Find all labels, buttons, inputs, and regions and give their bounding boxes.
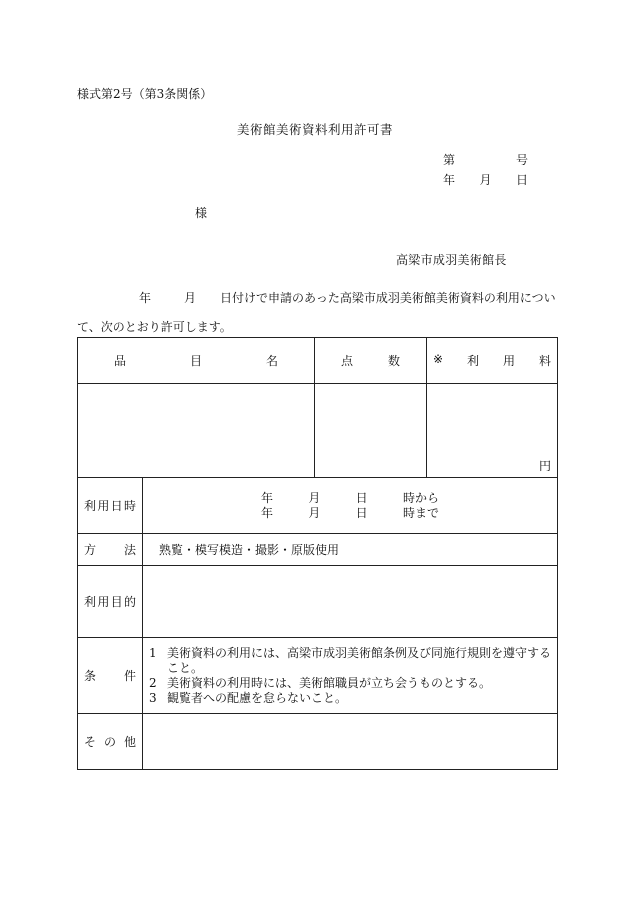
body-month-label: 月 [184,291,197,305]
item-entry-row [78,384,558,478]
method-value[interactable]: 熟覧・模写模造・撮影・原版使用 [143,534,558,566]
method-row [78,534,558,566]
addressee-suffix: 様 [195,206,208,220]
number-suffix: 号 [515,153,528,167]
issue-month-label: 月 [479,173,492,187]
usage-start-line: 年 月 日 時から [261,490,439,505]
document-title: 美術館美術資料利用許可書 [236,122,393,137]
purpose-field[interactable] [143,566,558,638]
usage-datetime-label: 利 用 日 時 [78,478,143,534]
issue-year-label: 年 [443,173,456,187]
conditions-list-cell [143,638,558,714]
conditions-list [143,646,557,706]
fee-header: ※ 利 用 料 [427,338,558,384]
body-year-label: 年 [139,291,152,305]
condition-item: 3 観覧者への配慮を怠らないこと。 [149,690,348,705]
fee-field[interactable] [427,384,558,478]
permit-table [77,337,558,770]
body-text-line-2: て、次のとおり許可します。 [77,320,232,334]
conditions-label: 条 件 [78,638,143,714]
purpose-row [78,566,558,638]
condition-item: 2 美術資料の利用時には、美術館職員が立ち会うものとする。 [149,675,492,690]
usage-end-line: 年 月 日 時まで [261,505,439,520]
usage-datetime-field[interactable] [143,478,558,534]
other-label: そ の 他 [78,714,143,770]
number-prefix: 第 [443,153,456,167]
item-name-field[interactable] [78,384,315,478]
issue-day-label: 日 [515,173,528,187]
yen-unit: 円 [539,459,552,473]
permit-number-line [443,151,528,168]
body-text-line-1 [139,289,556,306]
table-header-row [78,338,558,384]
method-label: 方 法 [78,534,143,566]
conditions-row [78,638,558,714]
usage-datetime-row [78,478,558,534]
count-field[interactable] [315,384,427,478]
body-text-rest: 日付けで申請のあった高梁市成羽美術館美術資料の利用につい [220,291,556,305]
other-row [78,714,558,770]
purpose-label: 利 用 目 的 [78,566,143,638]
other-field[interactable] [143,714,558,770]
issuer-name: 高梁市成羽美術館長 [396,253,507,267]
count-header: 点 数 [315,338,427,384]
form-number: 様式第2号（第3条関係） [77,87,213,101]
item-name-header: 品 目 名 [78,338,315,384]
issue-date-line [443,171,528,188]
condition-item: 1 美術資料の利用には、高梁市成羽美術館条例及び同施行規則を遵守すること。 [149,645,552,675]
